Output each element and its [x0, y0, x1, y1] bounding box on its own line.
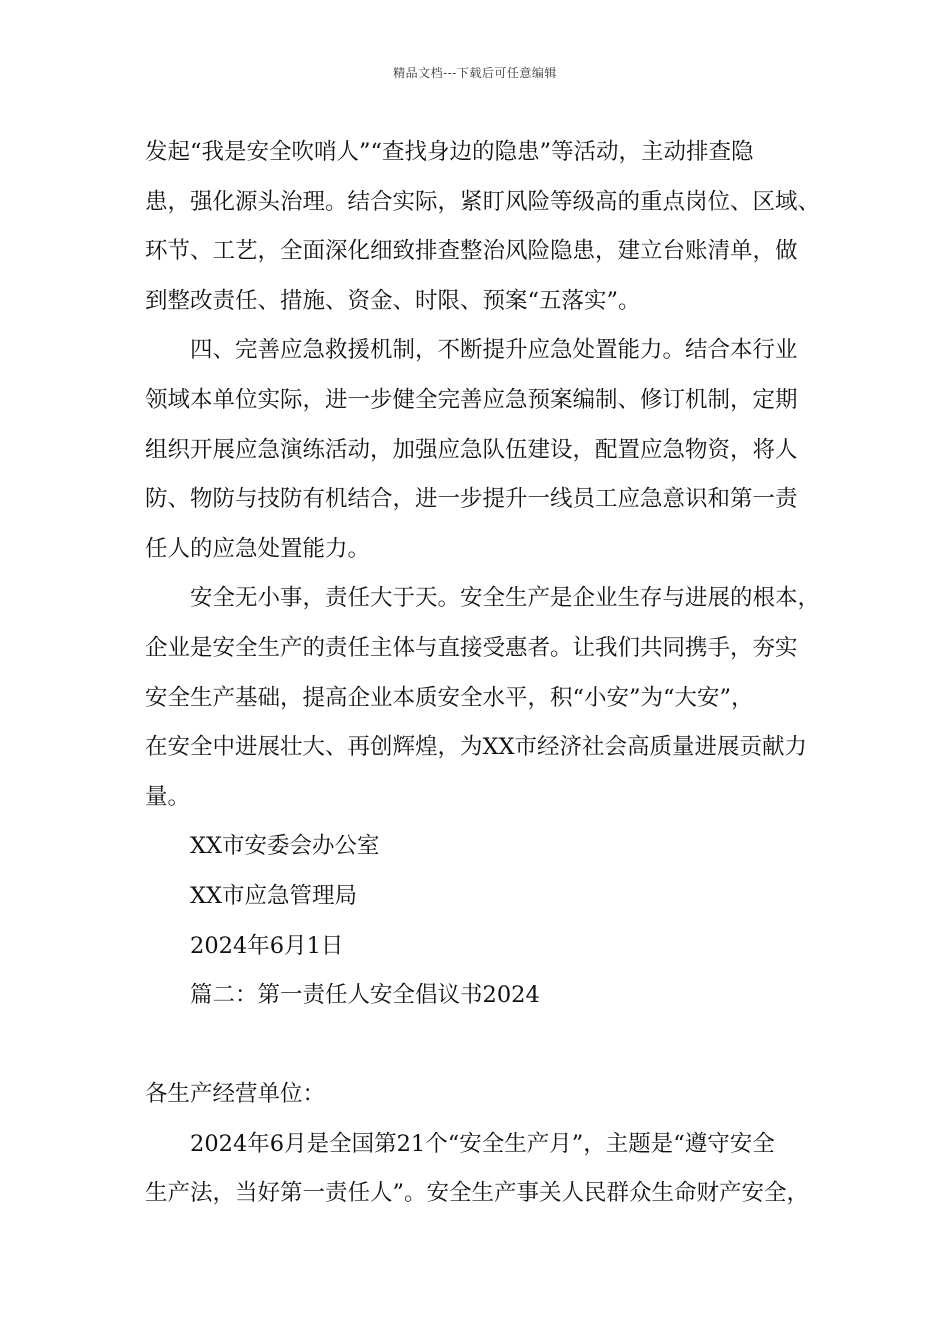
paragraph-line: 领域本单位实际，进一步健全完善应急预案编制、修订机制，定期	[145, 386, 798, 413]
paragraph-line: 2024年6月是全国第21个“安全生产月”，主题是“遵守安全	[190, 1130, 775, 1157]
paragraph-line: 安全无小事，责任大于天。安全生产是企业生存与进展的根本，	[190, 585, 821, 612]
section-title: 篇二：第一责任人安全倡议书2024	[190, 982, 540, 1009]
document-body	[145, 128, 831, 1219]
paragraph-line: 企业是安全生产的责任主体与直接受惠者。让我们共同携手，夯实	[145, 634, 798, 661]
paragraph-line: 四、完善应急救援机制，不断提升应急处置能力。结合本行业	[190, 337, 798, 364]
salutation: 各生产经营单位：	[145, 1081, 326, 1108]
paragraph-line: 量。	[145, 783, 191, 810]
signature-date: 2024年6月1日	[190, 932, 344, 959]
paragraph-line: 患，强化源头治理。结合实际，紧盯风险等级高的重点岗位、区域、	[145, 188, 821, 215]
signature-office: XX市安委会办公室	[190, 833, 380, 860]
paragraph-line: 在安全中进展壮大、再创辉煌，为XX市经济社会高质量进展贡献力	[145, 734, 808, 761]
blank-line	[145, 1021, 831, 1071]
paragraph-line: 环节、工艺，全面深化细致排查整治风险隐患，建立台账清单，做	[145, 238, 798, 265]
paragraph-line: 发起“我是安全吹哨人”“查找身边的隐患”等活动，主动排查隐	[145, 139, 754, 165]
paragraph-line: 生产法，当好第一责任人”。安全生产事关人民群众生命财产安全，	[145, 1180, 810, 1207]
paragraph-line: 安全生产基础，提高企业本质安全水平，积“小安”为“大安”，	[145, 684, 754, 711]
page-header: 精品文档---下载后可任意编辑	[393, 66, 557, 80]
signature-bureau: XX市应急管理局	[190, 882, 358, 909]
paragraph-line: 防、物防与技防有机结合，进一步提升一线员工应急意识和第一责	[145, 486, 798, 513]
paragraph-line: 任人的应急处置能力。	[145, 535, 371, 562]
paragraph-line: 到整改责任、措施、资金、时限、预案“五落实”。	[145, 287, 641, 314]
paragraph-line: 组织开展应急演练活动，加强应急队伍建设，配置应急物资，将人	[145, 436, 798, 463]
